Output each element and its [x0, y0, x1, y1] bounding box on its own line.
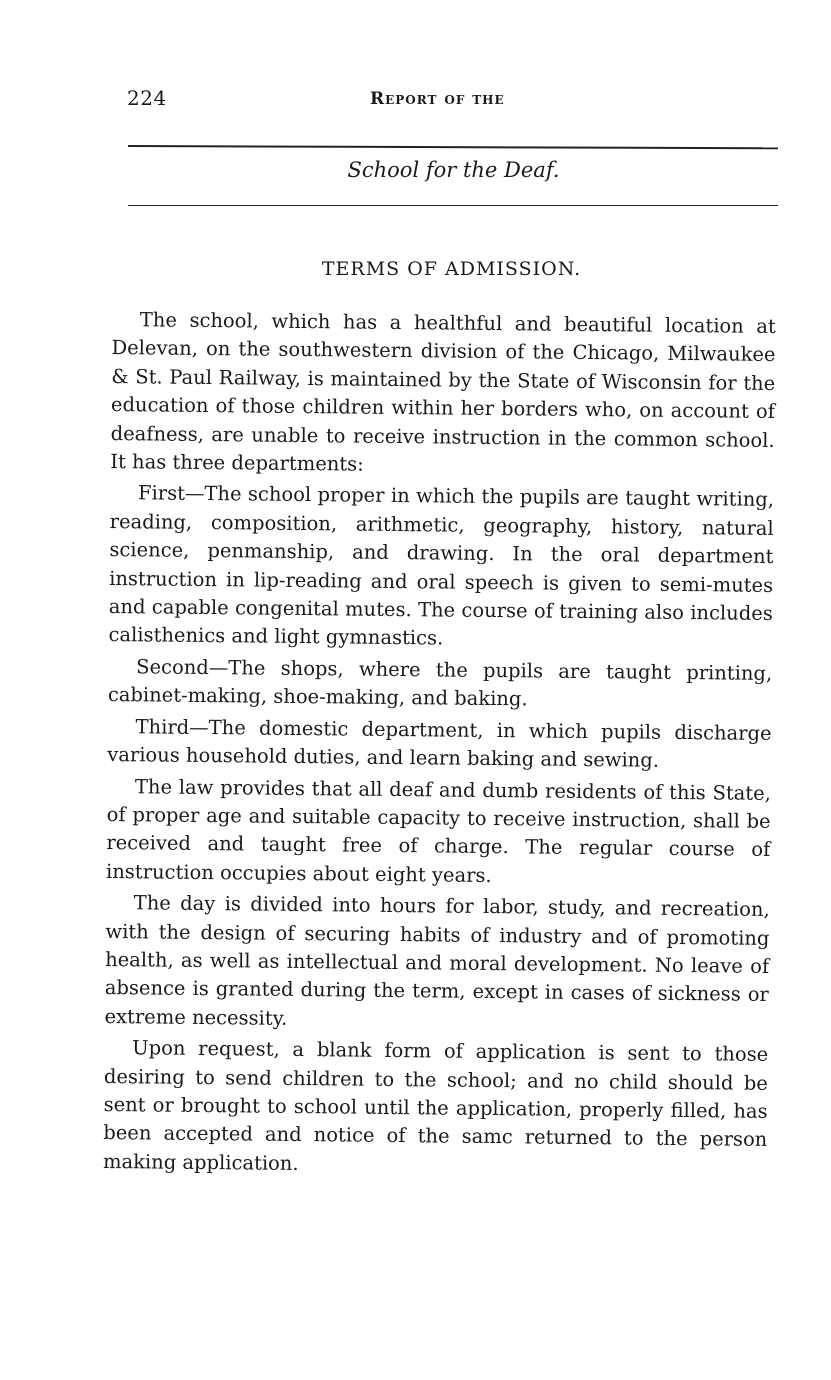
running-head: Report of the: [370, 89, 505, 109]
paragraph-second-department: Second—The shops, where the pupils are taught printing, cabinet-making, shoe-making, and baking.: [107, 655, 773, 711]
paragraph-law: The law provides that all deaf and dumb residents of this State, of proper age and suitable capacity to receive instruction, shall be received and taught free of charge. The regular course of instruction occupies about eight years.: [105, 774, 772, 887]
paragraph-daily-schedule: The day is divided into hours for labor, study, and recreation, with the design of securing habits of industry and of promoting health, as well as intellectual and moral development. No leave of absence is granted during the term, except in cases of sickness or extreme necessity.: [104, 891, 770, 1030]
section-title: [0, 158, 831, 182]
header-rule-top: [128, 145, 778, 149]
body-text: [103, 306, 776, 1186]
paragraph-first-department: First—The school proper in which the pupils are taught writing, reading, composition, arithmetic, geography, history, natural science, penmanship, and drawing. In the oral department instruction in lip-reading and oral speech is given to semi-mutes and capable congenital mutes. The course of training also includes calisthenics and light gymnastics.: [108, 481, 775, 650]
header-rule-bottom: [128, 205, 778, 206]
paragraph-intro: The school, which has a healthful and beautiful location at Delevan, on the southwestern division of the Chicago, Milwaukee & St. Paul Railway, is maintained by the State of Wisconsin for the education of those children within her borders who, on account of deafness, are unable to receive instruction in the common school. It has three departments:: [110, 308, 776, 476]
section-title-text: School for the Deaf.: [347, 158, 560, 182]
paragraph-third-department: Third—The domestic department, in which pupils discharge various household duties, and learn baking and sewing.: [107, 714, 772, 772]
article-heading-text: TERMS OF ADMISSION.: [321, 258, 582, 280]
paragraph-application: Upon request, a blank form of application is sent to those desiring to send children to the school; and no child should be sent or brought to school until the application, properly filled, has been accepted and notice of the samc returned to the person making application.: [102, 1036, 769, 1175]
article-heading: [0, 258, 831, 280]
page-number: 224: [127, 86, 167, 110]
